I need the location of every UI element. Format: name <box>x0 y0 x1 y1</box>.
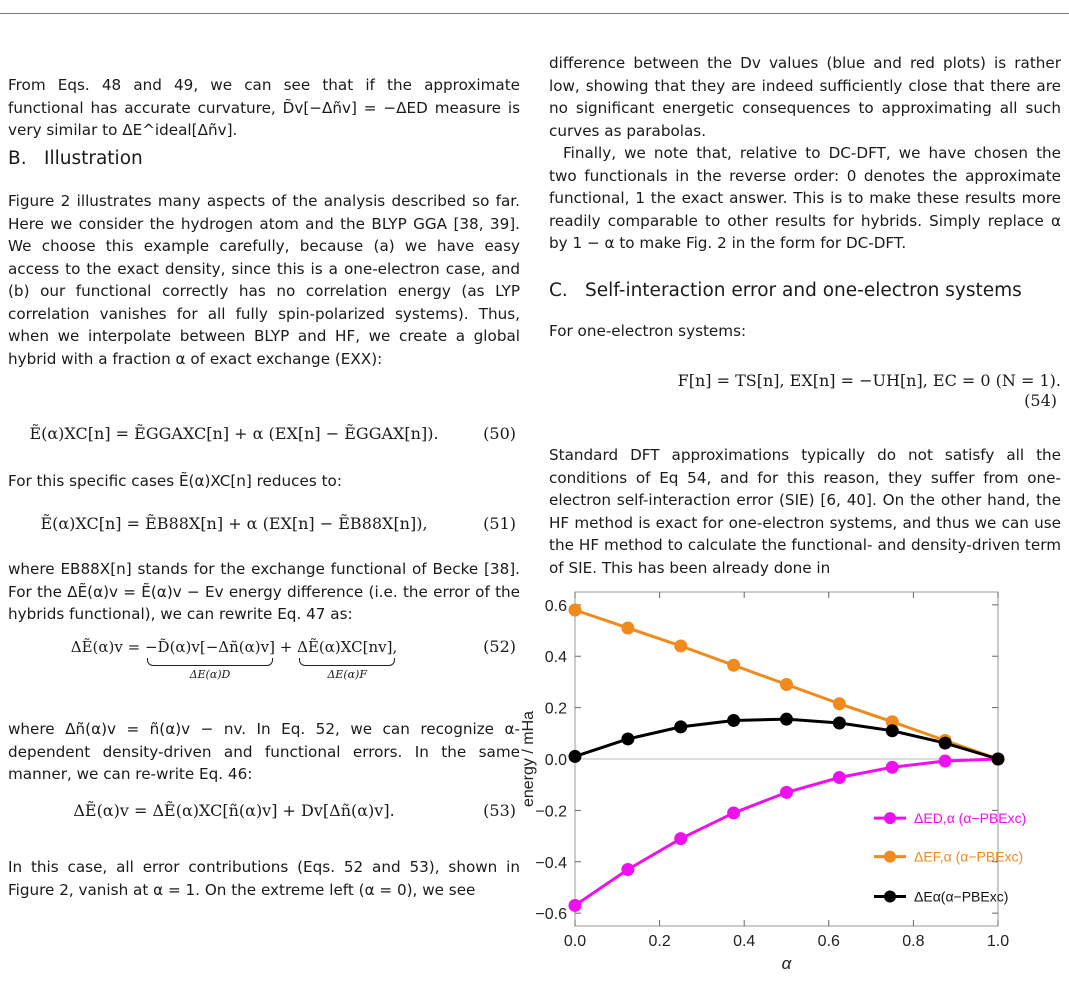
data-point <box>833 697 846 710</box>
equation-51 <box>8 513 520 553</box>
right-paragraph-1: difference between the Dv values (blue and red plots) is rather low, showing that they are indeed sufficiently close that there are no significant energetic consequences to approximating all such curves as parabolas. <box>549 54 1061 140</box>
equation-54-body: F[n] = TS[n], EX[n] = −UH[n], EC = 0 (N = 1). <box>677 371 1061 390</box>
equation-52-lhs: ΔẼ(α)v = <box>70 638 141 656</box>
equation-53 <box>8 800 520 840</box>
equation-52-term1-label: ΔE(α)D <box>189 668 231 681</box>
equation-52-body <box>8 636 460 686</box>
section-b-title: Illustration <box>44 148 143 169</box>
left-paragraph-5: where Δñ(α)v = ñ(α)v − nv. In Eq. 52, we can recognize α-dependent density-driven and functional errors. In the same manner, we can re-write Eq. 46: <box>8 720 520 783</box>
legend-swatch-dot <box>884 851 896 863</box>
equation-53-body: ΔẼ(α)v = ΔẼ(α)XC[ñ(α)v] + Dv[Δñ(α)v]. <box>73 801 395 820</box>
y-tick-label: 0.4 <box>544 649 567 667</box>
y-axis-label: energy / mHa <box>520 710 537 808</box>
data-point <box>833 717 846 730</box>
left-paragraph-2: Figure 2 illustrates many aspects of the analysis described so far. Here we consider the hydrogen atom and the BLYP GGA [38, 39]. We choose this example carefully, because (a) we have easy access to the exact density, since this is a one-electron case, and (b) our functional correctly has no correlation energy (as LYP correlation vanishes for all fully spin-polarized systems). Thus, when we interpolate between BLYP and HF, we create a global hybrid with a fraction α of exact exchange (EXX): <box>8 192 520 368</box>
y-tick-label: 0.2 <box>544 700 567 718</box>
section-c-heading <box>549 280 1022 301</box>
equation-54-number: (54) <box>1024 391 1057 410</box>
legend-swatch-dot <box>884 890 896 902</box>
equation-52-term2: ΔẼ(α)XC[nv], <box>297 638 398 656</box>
data-point <box>727 806 740 819</box>
equation-54 <box>549 370 1061 414</box>
series-line <box>575 759 998 905</box>
data-point <box>621 863 634 876</box>
legend-label: ΔED,α (α−PBExc) <box>914 810 1027 827</box>
y-tick-label: 0.6 <box>544 597 567 615</box>
data-point <box>780 786 793 799</box>
equation-52-term1: −D̃(α)v[−Δñ(α)v] <box>144 638 275 656</box>
x-tick-label: 0.4 <box>733 933 756 950</box>
legend-label: ΔEF,α (α−PBExc) <box>914 848 1024 865</box>
energy-vs-alpha-chart <box>520 555 1060 995</box>
data-point <box>727 714 740 727</box>
data-point <box>569 899 582 912</box>
data-point <box>939 737 952 750</box>
x-tick-label: 0.6 <box>817 933 840 950</box>
section-c-title: Self-interaction error and one-electron systems <box>585 280 1022 301</box>
data-point <box>886 761 899 774</box>
equation-50-number: (50) <box>483 424 516 443</box>
data-point <box>674 720 687 733</box>
header-rule <box>0 13 1069 14</box>
x-tick-label: 0.0 <box>563 933 587 950</box>
section-b-number: B. <box>8 148 27 169</box>
y-tick-label: −0.2 <box>535 803 567 821</box>
left-paragraph-3: For this specific cases Ẽ(α)XC[n] reduces to: <box>8 472 342 490</box>
x-tick-label: 1.0 <box>986 933 1010 950</box>
y-tick-label: 0.0 <box>544 752 567 769</box>
equation-51-number: (51) <box>483 514 516 533</box>
data-point <box>569 603 582 616</box>
x-axis-label: α <box>781 954 792 973</box>
equation-50-body: Ẽ(α)XC[n] = ẼGGAXC[n] + α (EX[n] − ẼGGAX[n]). <box>29 424 439 443</box>
right-paragraph-4: Standard DFT approximations typically do not satisfy all the conditions of Eq 54, and for this reason, they suffer from one-electron self-interaction error (SIE) [6, 40]. On the other hand, the HF method is exact for one-electron systems, and thus we can use the HF method to calculate the functional- and density-driven term of SIE. This has been already done in <box>549 446 1061 577</box>
section-c-number: C. <box>549 280 568 301</box>
data-point <box>833 771 846 784</box>
legend-label: ΔEα(α−PBExc) <box>914 888 1009 905</box>
data-point <box>780 678 793 691</box>
equation-52-number: (52) <box>483 637 516 656</box>
y-tick-label: −0.6 <box>535 906 567 924</box>
left-paragraph-1: From Eqs. 48 and 49, we can see that if the approximate functional has accurate curvature, D̃v[−Δñv] = −ΔED measure is very similar to ΔE^ideal[Δñv]. <box>8 76 520 139</box>
data-point <box>886 724 899 737</box>
data-point <box>727 659 740 672</box>
y-tick-label: −0.4 <box>535 854 567 872</box>
equation-53-number: (53) <box>483 801 516 820</box>
left-paragraph-4: where EB88X[n] stands for the exchange functional of Becke [38]. For the ΔẼ(α)v = Ẽ(α)v − Ev energy difference (i.e. the error of the hybrids functional), we can rewrite Eq. 47 as: <box>8 560 520 623</box>
equation-50 <box>8 423 520 463</box>
x-tick-label: 0.8 <box>902 933 925 950</box>
data-point <box>992 753 1005 766</box>
equation-52-term-density <box>145 636 275 686</box>
data-point <box>674 639 687 652</box>
data-point <box>569 750 582 763</box>
x-tick-label: 0.2 <box>648 933 671 950</box>
data-point <box>621 621 634 634</box>
equation-52-plus: + <box>279 638 293 656</box>
equation-52-term2-label: ΔE(α)F <box>327 668 367 681</box>
data-point <box>621 732 634 745</box>
equation-51-body: Ẽ(α)XC[n] = ẼB88X[n] + α (EX[n] − ẼB88X[n]), <box>40 514 428 533</box>
equation-52 <box>8 636 520 692</box>
section-b-heading <box>8 148 143 169</box>
legend-swatch-dot <box>884 812 896 824</box>
left-paragraph-6: In this case, all error contributions (Eqs. 52 and 53), shown in Figure 2, vanish at α = 1. On the extreme left (α = 0), we see <box>8 858 520 899</box>
right-paragraph-3: For one-electron systems: <box>549 322 747 340</box>
equation-52-term-functional <box>297 636 397 686</box>
data-point <box>939 755 952 768</box>
data-point <box>780 713 793 726</box>
data-point <box>674 832 687 845</box>
right-paragraph-2: Finally, we note that, relative to DC-DFT, we have chosen the two functionals in the reverse order: 0 denotes the approximate functional, 1 the exact answer. This is to make these results more readily comparable to other results for hybrids. Simply replace α by 1 − α to make Fig. 2 in the form for DC-DFT. <box>549 144 1061 252</box>
